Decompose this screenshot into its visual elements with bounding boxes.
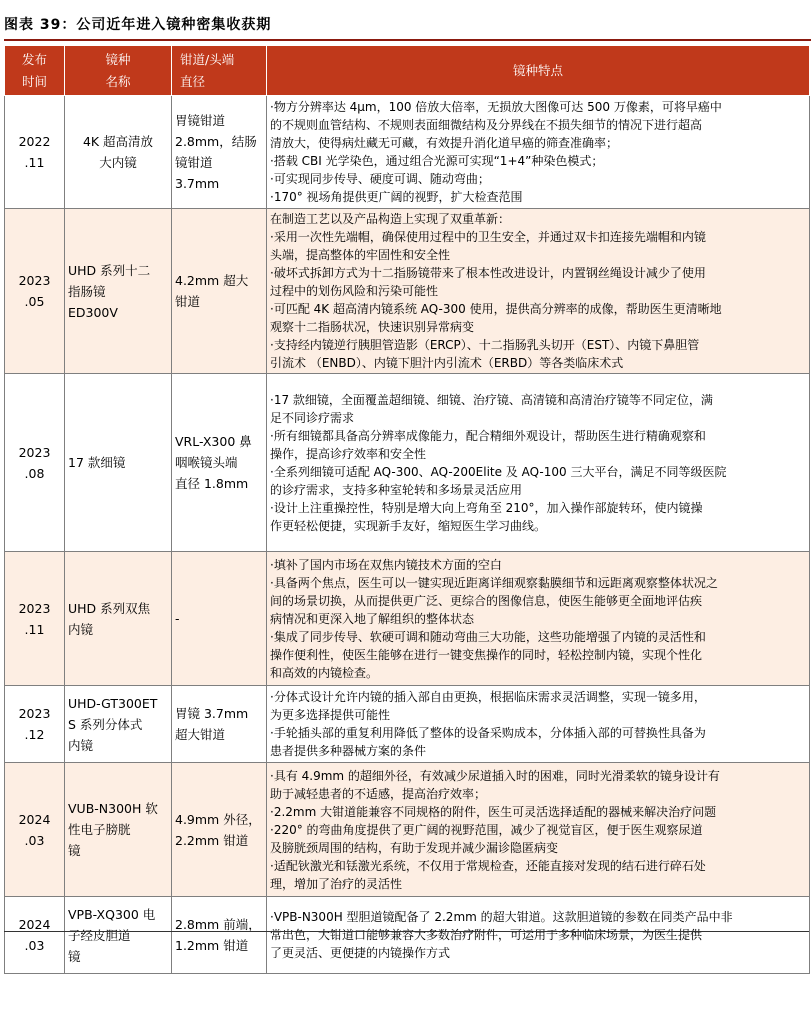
- header-diameter: 钳道/头端 直径: [172, 46, 267, 96]
- cell-date: 2024 .03: [5, 763, 65, 897]
- table-bottom-rule: [4, 931, 809, 932]
- table-row: [5, 552, 810, 686]
- cell-diameter: VRL-X300 鼻 咽喉镜头端 直径 1.8mm: [172, 374, 267, 552]
- title-divider: [4, 39, 811, 41]
- header-date: 发布 时间: [5, 46, 65, 96]
- cell-date: 2023 .11: [5, 552, 65, 686]
- endoscope-table: [4, 45, 810, 974]
- cell-name: VPB-XQ300 电 子经皮胆道 镜: [65, 897, 172, 974]
- cell-diameter: 2.8mm 前端， 1.2mm 钳道: [172, 897, 267, 974]
- table-header-row: [5, 46, 810, 96]
- cell-name: UHD 系列十二 指肠镜 ED300V: [65, 209, 172, 374]
- table-row: [5, 686, 810, 763]
- header-name: 镜种 名称: [65, 46, 172, 96]
- table-row: [5, 763, 810, 897]
- cell-diameter: 胃镜 3.7mm 超大钳道: [172, 686, 267, 763]
- cell-features: ·分体式设计允许内镜的插入部自由更换，根据临床需求灵活调整，实现一镜多用， 为更多选择提供可能性 ·手轮插头部的重复利用降低了整体的设备采购成本，分体插入部的可替换性具备为 患者提供多种器械方案的条件: [267, 686, 810, 763]
- cell-date: 2022 .11: [5, 96, 65, 209]
- cell-features: ·具有 4.9mm 的超细外径，有效减少尿道插入时的困难，同时光滑柔软的镜身设计有 助于减轻患者的不适感，提高治疗效率； ·2.2mm 大钳道能兼容不同规格的附件，医生可灵活选择适配的器械来解决治疗问题 ·220° 的弯曲角度提供了更广阔的视野范围，减少了视觉盲区，便于医生观察尿道 及膀胱颈周围的结构，有助于发现并减少漏诊隐匿病变 ·适配钬激光和铥激光系统，不仅用于常规检查，还能直接对发现的结石进行碎石处 理，增加了治疗的灵活性: [267, 763, 810, 897]
- cell-date: 2023 .05: [5, 209, 65, 374]
- cell-date: 2023 .12: [5, 686, 65, 763]
- table-row: [5, 96, 810, 209]
- cell-name: UHD-GT300ET S 系列分体式 内镜: [65, 686, 172, 763]
- cell-date: 2024 .03: [5, 897, 65, 974]
- cell-name: 4K 超高清放 大内镜: [65, 96, 172, 209]
- cell-diameter: -: [172, 552, 267, 686]
- table-row: [5, 897, 810, 974]
- cell-diameter: 4.9mm 外径， 2.2mm 钳道: [172, 763, 267, 897]
- cell-name: UHD 系列双焦 内镜: [65, 552, 172, 686]
- cell-name: 17 款细镜: [65, 374, 172, 552]
- header-features: 镜种特点: [267, 46, 810, 96]
- cell-date: 2023 .08: [5, 374, 65, 552]
- cell-features: ·物方分辨率达 4μm，100 倍放大倍率，无损放大图像可达 500 万像素，可将早癌中 的不规则血管结构、不规则表面细微结构及分界线在不损失细节的情况下进行超高 清放大，使得病灶藏无可藏，有效提升消化道早癌的筛查准确率； ·搭载 CBI 光学染色，通过组合光源可实现“1+4”种染色模式； ·可实现同步传导、硬度可调、随动弯曲； ·170° 视场角提供更广阔的视野，扩大检查范围: [267, 96, 810, 209]
- cell-features: ·VPB-N300H 型胆道镜配备了 2.2mm 的超大钳道。这款胆道镜的参数在同类产品中非 常出色，大钳道口能够兼容大多数治疗附件，可运用于多种临床场景，为医生提供 了更灵活、更便捷的内镜操作方式: [267, 897, 810, 974]
- cell-name: VUB-N300H 软 性电子膀胱 镜: [65, 763, 172, 897]
- table-row: [5, 374, 810, 552]
- cell-features: ·17 款细镜，全面覆盖超细镜、细镜、治疗镜、高清镜和高清治疗镜等不同定位，满 足不同诊疗需求 ·所有细镜都具备高分辨率成像能力，配合精细外观设计，帮助医生进行精确观察和 操作，提高诊疗效率和安全性 ·全系列细镜可适配 AQ-300、AQ-200Elite 及 AQ-100 三大平台，满足不同等级医院 的诊疗需求，支持多种室轮转和多场景灵活应用 ·设计上注重操控性，特别是增大向上弯角至 210°，加入操作部旋转环，使内镜操 作更轻松便捷，实现新手友好，缩短医生学习曲线。: [267, 374, 810, 552]
- table-row: [5, 209, 810, 374]
- cell-diameter: 4.2mm 超大 钳道: [172, 209, 267, 374]
- cell-features: 在制造工艺以及产品构造上实现了双重革新： ·采用一次性先端帽，确保使用过程中的卫生安全，并通过双卡扣连接先端帽和内镜 头端，提高整体的牢固性和安全性 ·破坏式拆卸方式为十二指肠镜带来了根本性改进设计，内置钢丝绳设计减少了使用 过程中的划伤风险和污染可能性 ·可匹配 4K 超高清内镜系统 AQ-300 使用，提供高分辨率的成像，帮助医生更清晰地 观察十二指肠状况，快速识别异常病变 ·支持经内镜逆行胰胆管造影（ERCP）、十二指肠乳头切开（EST）、内镜下鼻胆管 引流术 （ENBD）、内镜下胆汁内引流术（ERBD）等各类临床术式: [267, 209, 810, 374]
- cell-diameter: 胃镜钳道 2.8mm，结肠 镜钳道 3.7mm: [172, 96, 267, 209]
- figure-title: 图表 39：公司近年进入镜种密集收获期: [4, 17, 272, 33]
- cell-features: ·填补了国内市场在双焦内镜技术方面的空白 ·具备两个焦点，医生可以一键实现近距离详细观察黏膜细节和远距离观察整体状况之 间的场景切换，从而提供更广泛、更综合的图像信息，使医生能够更全面地评估疾 病情况和更深入地了解组织的整体状态 ·集成了同步传导、软硬可调和随动弯曲三大功能，这些功能增强了内镜的灵活性和 操作便利性，使医生能够在进行一键变焦操作的同时，轻松控制内镜，实现个性化 和高效的内镜检查。: [267, 552, 810, 686]
